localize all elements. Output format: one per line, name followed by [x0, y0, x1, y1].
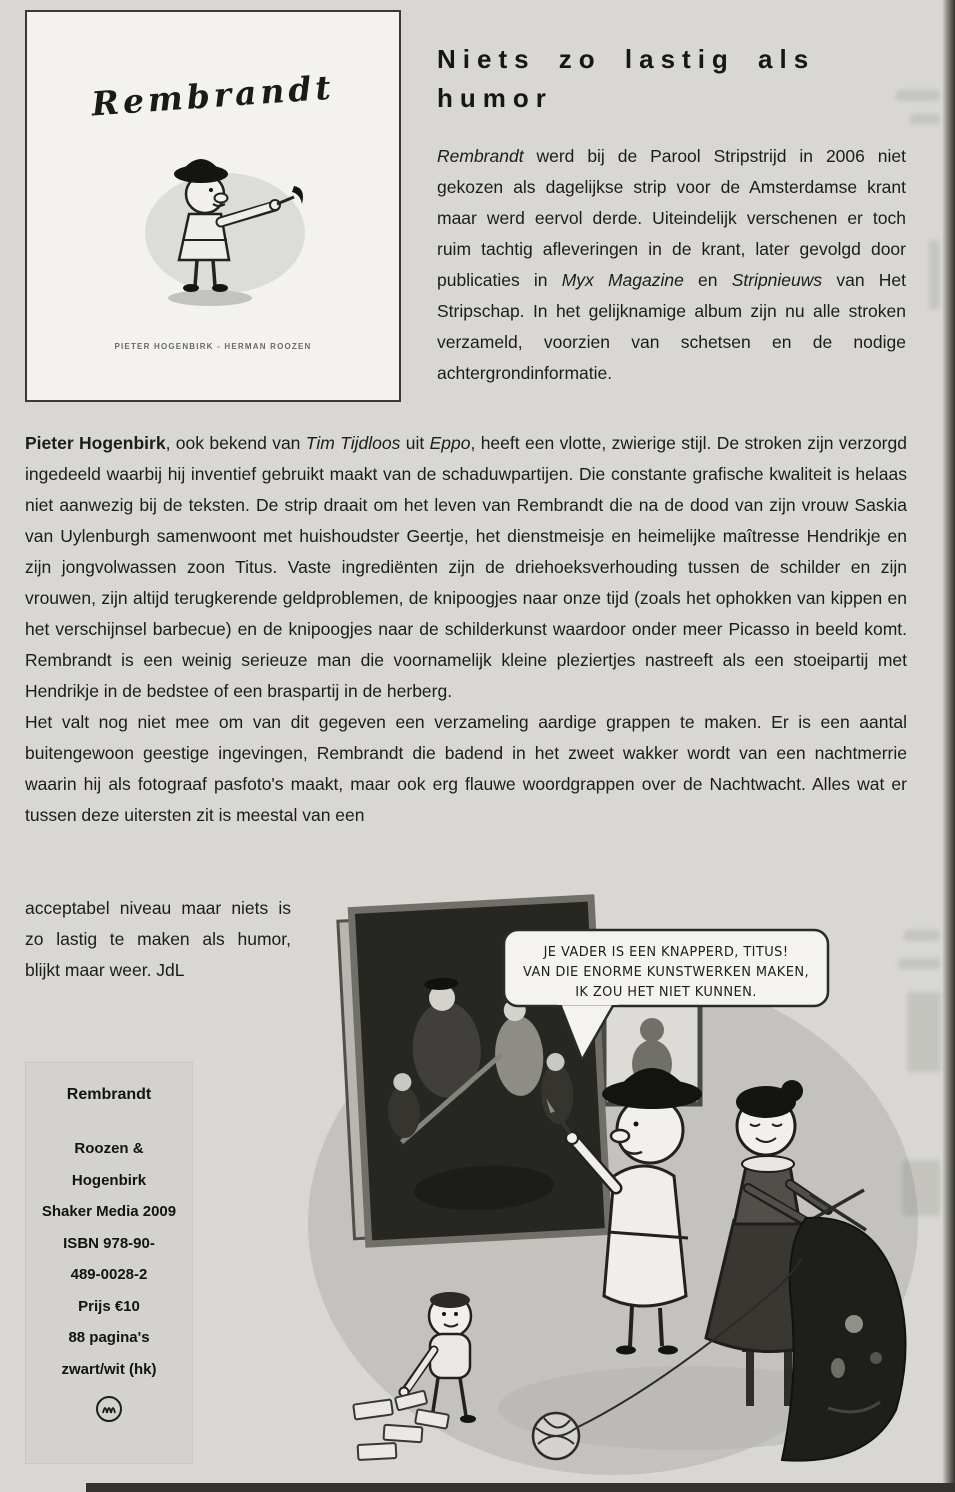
cover-title: Rembrandt — [90, 67, 336, 124]
heading-line-1: Niets zo lastig als — [437, 44, 816, 74]
info-line-price: Prijs €10 — [78, 1297, 140, 1315]
info-line-pages: 88 pagina's — [68, 1329, 150, 1346]
info-line-isbn-1: ISBN 978-90- — [63, 1234, 155, 1252]
body-paragraph: Pieter Hogenbirk, ook bekend van Tim Tijdloos uit Eppo, heeft een vlotte, zwierige stijl. De stroken zijn verzorgd ingedeeld waarbij hij inventief gebruikt maakt van de schaduwpartijen. Die constante grafische kwaliteit is helaas niet aanwezig bij de teksten. De strip draait om het leven van Rembrandt die na de dood van zijn vrouw Saskia van Uylenburgh samenwoont met huishoudster Geertje, het dienstmeisje en heimelijke maîtresse Hendrikje en zijn jongvolwassen zoon Titus. Vaste ingrediënten zijn de driehoeksverhouding tussen de schilder en zijn vrouwen, zijn altijd terugkerende geldproblemen, de knipoogjes naar onze tijd (zoals het ophokken van kippen en het verschijnsel barbecue) en de knipoogjes naar de schilderkunst waardoor onder meer Picasso in beeld komt. Rembrandt is een weinig serieuze man die voornamelijk kleine pleziertjes nastreeft als een stoeipartij met Hendrikje in de bedstee of een braspartij in de herberg. — [25, 433, 907, 701]
cover-illustration — [105, 128, 325, 328]
closing-paragraph: Het valt nog niet mee om van dit gegeven een verzameling aardige grappen te maken. Er is een aantal buitengewoon geestige ingevingen, Rembrandt die badend in het zweet wakker wordt van een nachtmerrie waarin hij als fotograaf pasfoto's maakt, maar ook erg flauwe woordgrappen over de Nachtwacht. Alles wat er tussen deze uitersten zit is meestal van een — [25, 712, 907, 825]
speech-bubble-line-3: IK ZOU HET NIET KUNNEN. — [575, 985, 757, 1000]
heading-line-2: humor — [437, 83, 553, 113]
bleed-through-artifact — [902, 1160, 940, 1216]
wrap-paragraph: acceptabel niveau maar niets is zo lastig te maken als humor, blijkt maar weer. JdL — [25, 898, 291, 980]
bleed-through-artifact — [910, 114, 940, 124]
info-line-format: zwart/wit (hk) — [61, 1360, 157, 1378]
cover-credits: PIETER HOGENBIRK - HERMAN ROOZEN — [114, 342, 312, 351]
info-box-lines — [25, 1133, 193, 1385]
bleed-through-artifact — [898, 958, 940, 969]
info-line-authors-1: Roozen & — [74, 1140, 144, 1157]
info-box-title: Rembrandt — [66, 1086, 152, 1103]
bleed-through-artifact — [904, 930, 940, 941]
info-box — [25, 1062, 193, 1464]
paint-stroke — [292, 186, 303, 204]
intro-paragraph: Rembrandt werd bij de Parool Stripstrijd in 2006 niet gekozen als dagelijkse strip voor de Amsterdamse krant maar werd eervol derde. Uiteindelijk verschenen er toch ruim tachtig afleveringen in de krant, later gevolgd door publicaties in Myx Magazine en Stripnieuws van Het Stripschap. In het gelijknamige album zijn nu alle stroken verzameld, voorzien van schetsen en de nodige achtergrondinformatie. — [437, 146, 906, 383]
publisher-logo-icon — [94, 1394, 124, 1424]
scan-edge-bottom — [86, 1483, 955, 1492]
scan-edge-right — [942, 0, 955, 1492]
article-body — [25, 428, 907, 831]
bleed-through-artifact — [896, 90, 940, 101]
bleed-through-artifact — [907, 992, 941, 1072]
info-line-authors-2: Hogenbirk — [71, 1171, 147, 1189]
book-cover — [25, 10, 401, 402]
cartoon-illustration — [298, 888, 926, 1486]
info-line-isbn-2: 489-0028-2 — [70, 1266, 148, 1283]
article-heading — [437, 40, 815, 118]
speech-bubble-line-2: VAN DIE ENORME KUNSTWERKEN MAKEN, — [523, 965, 809, 980]
info-line-publisher: Shaker Media 2009 — [41, 1203, 177, 1220]
bleed-through-artifact — [929, 240, 939, 310]
speech-bubble-line-1: JE VADER IS EEN KNAPPERD, TITUS! — [543, 945, 789, 960]
